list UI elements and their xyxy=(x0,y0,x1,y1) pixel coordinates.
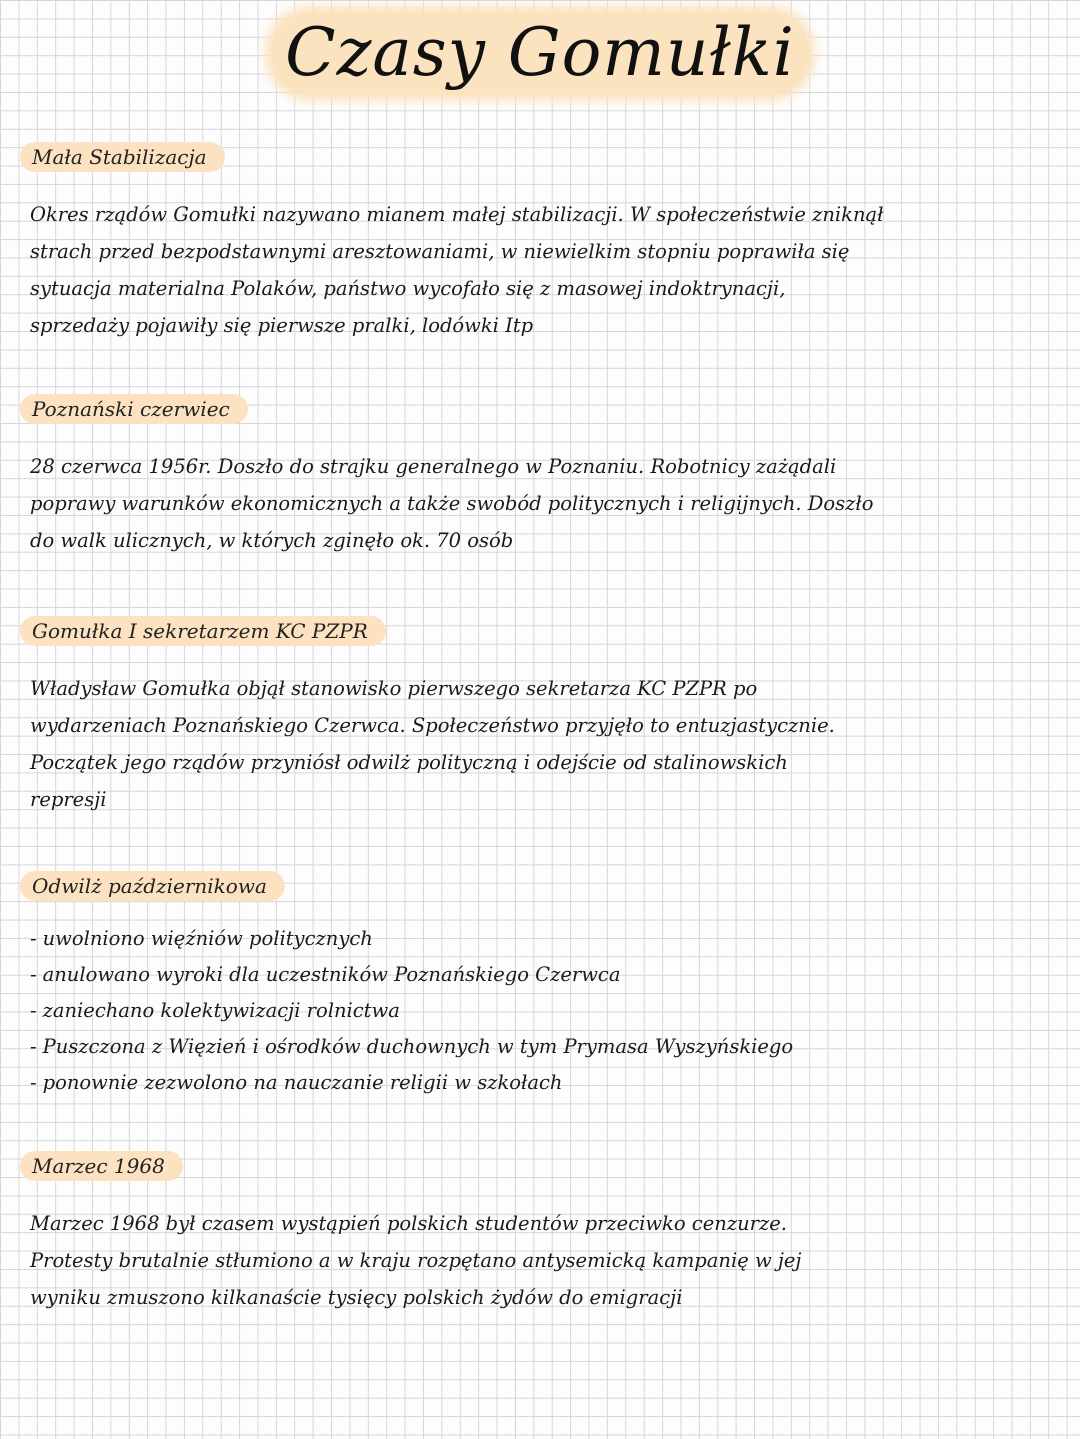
section-heading: Poznański czerwiec xyxy=(20,394,248,424)
section-poznanski-czerwiec xyxy=(20,394,1020,559)
body-line: strach przed bezpodstawnymi aresztowaniami, w niewielkim stopniu poprawiła się xyxy=(30,240,850,263)
body-line: Okres rządów Gomułki nazywano mianem małej stabilizacji. W społeczeństwie zniknął xyxy=(30,203,884,226)
body-line: wyniku zmuszono kilkanaście tysięcy polskich żydów do emigracji xyxy=(30,1286,683,1309)
body-line: Początek jego rządów przyniósł odwilż polityczną i odejście od stalinowskich xyxy=(30,751,788,774)
section-body xyxy=(20,448,1020,559)
body-line: Marzec 1968 był czasem wystąpień polskich studentów przeciwko cenzurze. xyxy=(30,1212,787,1235)
title-container xyxy=(0,12,1080,95)
section-body xyxy=(20,670,1020,818)
section-heading: Odwilż październikowa xyxy=(20,871,285,901)
bullet-list xyxy=(20,921,1020,1101)
list-item: - Puszczona z Więzień i ośrodków duchownych w tym Prymasa Wyszyńskiego xyxy=(30,1035,794,1058)
body-line: Władysław Gomułka objął stanowisko pierwszego sekretarza KC PZPR po xyxy=(30,677,758,700)
section-gomulka-sekretarz xyxy=(20,616,1020,818)
section-mala-stabilizacja xyxy=(20,142,1020,344)
section-odwilz-pazdziernikowa xyxy=(20,871,1020,1101)
list-item: - ponownie zezwolono na nauczanie religii w szkołach xyxy=(30,1071,563,1094)
list-item: - anulowano wyroki dla uczestników Poznańskiego Czerwca xyxy=(30,963,621,986)
body-line: do walk ulicznych, w których zginęło ok. 70 osób xyxy=(30,529,514,552)
body-line: 28 czerwca 1956r. Doszło do strajku generalnego w Poznaniu. Robotnicy zażądali xyxy=(30,455,837,478)
body-line: sytuacja materialna Polaków, państwo wycofało się z masowej indoktrynacji, xyxy=(30,277,786,300)
body-line: sprzedaży pojawiły się pierwsze pralki, lodówki Itp xyxy=(30,314,534,337)
section-heading: Gomułka I sekretarzem KC PZPR xyxy=(20,616,386,646)
body-line: wydarzeniach Poznańskiego Czerwca. Społeczeństwo przyjęło to entuzjastycznie. xyxy=(30,714,835,737)
body-line: poprawy warunków ekonomicznych a także swobód politycznych i religijnych. Doszło xyxy=(30,492,874,515)
section-marzec-1968 xyxy=(20,1151,1020,1316)
body-line: represji xyxy=(30,788,107,811)
body-line: Protesty brutalnie stłumiono a w kraju rozpętano antysemicką kampanię w jej xyxy=(30,1249,802,1272)
list-item: - zaniechano kolektywizacji rolnictwa xyxy=(30,999,400,1022)
section-heading: Marzec 1968 xyxy=(20,1151,183,1181)
section-heading: Mała Stabilizacja xyxy=(20,142,225,172)
section-body xyxy=(20,1205,1020,1316)
section-body xyxy=(20,196,1020,344)
list-item: - uwolniono więźniów politycznych xyxy=(30,927,373,950)
page-title: Czasy Gomułki xyxy=(271,12,809,95)
